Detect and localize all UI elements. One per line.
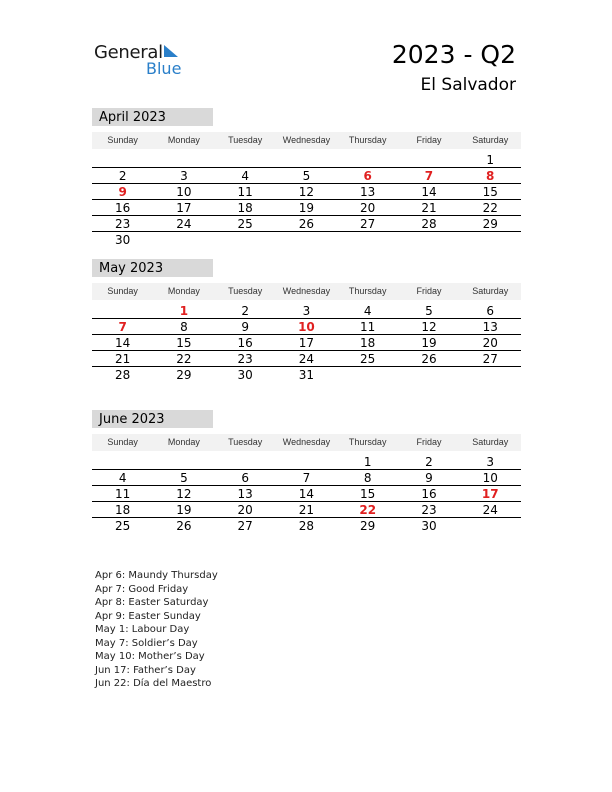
week-row: [92, 168, 521, 184]
day-cell: 12: [421, 320, 437, 334]
day-cell: 8: [363, 471, 372, 485]
week-row: [92, 454, 521, 470]
day-cell: 21: [298, 503, 315, 517]
weekday-label: Wednesday: [282, 286, 331, 296]
day-cell: 30: [237, 368, 253, 382]
day-cell: 23: [114, 217, 131, 231]
day-cell: 6: [486, 304, 495, 318]
weekday-label: Wednesday: [282, 437, 331, 447]
week-row: [92, 216, 521, 232]
day-cell: 2: [425, 455, 433, 469]
weekday-label: Saturday: [472, 286, 509, 296]
weekday-label: Thursday: [348, 437, 387, 447]
holiday-entry: Apr 6: Maundy Thursday: [95, 570, 218, 581]
holiday-day-cell: 7: [118, 320, 127, 334]
day-cell: 5: [180, 471, 188, 485]
holiday-day-cell: 1: [179, 304, 189, 318]
holiday-day-cell: 17: [481, 487, 499, 501]
day-cell: 12: [298, 185, 315, 199]
day-cell: 5: [425, 304, 433, 318]
week-row: [92, 486, 521, 502]
day-cell: [92, 152, 153, 167]
day-cell: 18: [114, 503, 131, 517]
holiday-entry: Apr 7: Good Friday: [95, 583, 189, 595]
weekday-label: Saturday: [472, 135, 509, 145]
day-cell: 13: [482, 320, 498, 334]
day-cell: 15: [176, 336, 192, 350]
country-name: El Salvador: [420, 75, 516, 95]
day-cell: [337, 152, 398, 167]
day-cell: 16: [237, 336, 253, 350]
day-cell: 3: [180, 169, 188, 183]
day-cell: 21: [114, 352, 131, 366]
day-cell: 14: [298, 487, 315, 501]
week-row: [92, 184, 521, 200]
day-cell: [215, 232, 276, 248]
day-cell: 25: [237, 217, 253, 231]
day-cell: [215, 152, 276, 167]
day-cell: 24: [482, 503, 498, 517]
day-cell: 25: [360, 352, 376, 366]
weekday-header-row: [92, 434, 521, 451]
day-cell: [460, 518, 521, 534]
week-row: [92, 518, 521, 534]
page-title: 2023 - Q2: [391, 40, 516, 69]
day-cell: 3: [302, 304, 311, 318]
holiday-day-cell: 6: [363, 169, 372, 183]
day-cell: 9: [241, 320, 249, 334]
weekday-label: Monday: [167, 135, 200, 145]
day-cell: [460, 232, 521, 248]
weekday-label: Thursday: [348, 286, 387, 296]
day-cell: 28: [421, 217, 437, 231]
weekday-label: Tuesday: [228, 135, 263, 145]
day-cell: 23: [421, 503, 437, 517]
weekday-label: Friday: [416, 286, 442, 296]
day-cell: 10: [482, 471, 498, 485]
weekday-label: Friday: [416, 437, 442, 447]
day-cell: [92, 303, 153, 318]
holiday-entry: Jun 22: Día del Maestro: [95, 678, 212, 689]
weekday-label: Tuesday: [228, 437, 263, 447]
day-cell: 21: [421, 201, 437, 215]
day-cell: 1: [486, 153, 495, 167]
holiday-entry: Jun 17: Father’s Day: [95, 664, 196, 676]
weekday-header-row: [92, 283, 521, 300]
week-row: [92, 303, 521, 319]
day-cell: [460, 367, 521, 383]
weekday-label: Friday: [416, 135, 442, 145]
day-cell: 6: [241, 471, 249, 485]
day-cell: 10: [176, 185, 192, 199]
day-cell: 19: [298, 201, 315, 215]
day-cell: [337, 367, 398, 383]
day-cell: [215, 454, 276, 469]
day-cell: 7: [302, 471, 311, 485]
day-cell: 16: [114, 201, 131, 215]
day-cell: [398, 232, 459, 248]
holiday-entry: Apr 9: Easter Sunday: [95, 610, 201, 622]
holiday-day-cell: 7: [424, 169, 434, 183]
day-cell: 14: [421, 185, 437, 199]
logo-general-text: General: [94, 42, 163, 63]
month-title: May 2023: [92, 259, 213, 277]
week-row: [92, 200, 521, 216]
day-cell: 15: [482, 185, 498, 199]
day-cell: [276, 152, 337, 167]
day-cell: 27: [360, 217, 376, 231]
day-cell: 19: [176, 503, 192, 517]
day-cell: 1: [363, 455, 372, 469]
weekday-label: Monday: [167, 286, 200, 296]
holiday-day-cell: 10: [298, 320, 315, 334]
day-cell: 9: [425, 471, 433, 485]
day-cell: 29: [176, 368, 192, 382]
day-cell: [92, 454, 153, 469]
day-cell: 28: [114, 368, 131, 382]
day-cell: 4: [118, 471, 127, 485]
day-cell: [153, 232, 214, 248]
month-june: [92, 410, 521, 534]
day-cell: 2: [118, 169, 127, 183]
holiday-day-cell: 22: [359, 503, 377, 517]
weekday-header-row: [92, 132, 521, 149]
day-cell: 3: [486, 455, 495, 469]
logo: [94, 42, 182, 78]
weekday-label: Monday: [167, 437, 200, 447]
day-cell: [153, 152, 214, 167]
day-cell: 15: [360, 487, 376, 501]
logo-blue-text: Blue: [146, 59, 182, 78]
holiday-entry: May 10: Mother’s Day: [95, 651, 205, 662]
holiday-entry: Apr 8: Easter Saturday: [95, 597, 209, 608]
day-cell: 27: [482, 352, 498, 366]
month-april: [92, 108, 521, 248]
holiday-entry: May 1: Labour Day: [95, 624, 190, 635]
day-cell: 25: [114, 519, 131, 533]
day-cell: 18: [360, 336, 376, 350]
day-cell: 30: [114, 233, 131, 247]
day-cell: 26: [298, 217, 315, 231]
day-cell: 23: [237, 352, 253, 366]
day-cell: 29: [360, 519, 376, 533]
day-cell: 13: [237, 487, 253, 501]
day-cell: 26: [421, 352, 437, 366]
day-cell: 17: [298, 336, 315, 350]
week-row: [92, 232, 521, 248]
day-cell: [153, 454, 214, 469]
week-row: [92, 351, 521, 367]
week-row: [92, 335, 521, 351]
day-cell: 16: [421, 487, 437, 501]
day-cell: 11: [360, 320, 376, 334]
day-cell: [398, 367, 459, 383]
week-row: [92, 470, 521, 486]
day-cell: [398, 152, 459, 167]
holiday-entry: May 7: Soldier’s Day: [95, 637, 198, 649]
weekday-label: Wednesday: [282, 135, 331, 145]
month-title: June 2023: [92, 410, 213, 428]
holiday-list: [95, 569, 218, 691]
weekday-label: Sunday: [107, 286, 138, 296]
day-cell: 20: [237, 503, 253, 517]
week-row: [92, 319, 521, 335]
day-cell: 29: [482, 217, 498, 231]
day-cell: 12: [176, 487, 192, 501]
day-cell: 26: [176, 519, 192, 533]
day-cell: 13: [360, 185, 376, 199]
day-cell: 2: [241, 304, 249, 318]
day-cell: 22: [482, 201, 498, 215]
weekday-label: Saturday: [472, 437, 509, 447]
day-cell: 5: [302, 169, 311, 183]
holiday-day-cell: 9: [118, 185, 127, 199]
day-cell: 11: [237, 185, 253, 199]
holiday-day-cell: 8: [486, 169, 495, 183]
day-cell: 20: [482, 336, 498, 350]
day-cell: [276, 454, 337, 469]
day-cell: 4: [363, 304, 372, 318]
month-may: [92, 259, 521, 383]
day-cell: [337, 232, 398, 248]
day-cell: 11: [114, 487, 131, 501]
day-cell: [276, 232, 337, 248]
week-row: [92, 367, 521, 383]
day-cell: 14: [114, 336, 131, 350]
day-cell: 20: [360, 201, 376, 215]
day-cell: 8: [180, 320, 188, 334]
month-title: April 2023: [92, 108, 213, 126]
day-cell: 22: [176, 352, 192, 366]
day-cell: 17: [176, 201, 192, 215]
day-cell: 28: [298, 519, 315, 533]
day-cell: 4: [241, 169, 249, 183]
day-cell: 31: [298, 368, 315, 382]
weekday-label: Tuesday: [228, 286, 263, 296]
day-cell: 24: [298, 352, 315, 366]
weekday-label: Sunday: [107, 135, 138, 145]
day-cell: 18: [237, 201, 253, 215]
week-row: [92, 152, 521, 168]
week-row: [92, 502, 521, 518]
weekday-label: Sunday: [107, 437, 138, 447]
weekday-label: Thursday: [348, 135, 387, 145]
day-cell: 19: [421, 336, 437, 350]
logo-triangle-icon: [162, 43, 178, 59]
day-cell: 30: [421, 519, 437, 533]
day-cell: 27: [237, 519, 253, 533]
day-cell: 24: [176, 217, 192, 231]
